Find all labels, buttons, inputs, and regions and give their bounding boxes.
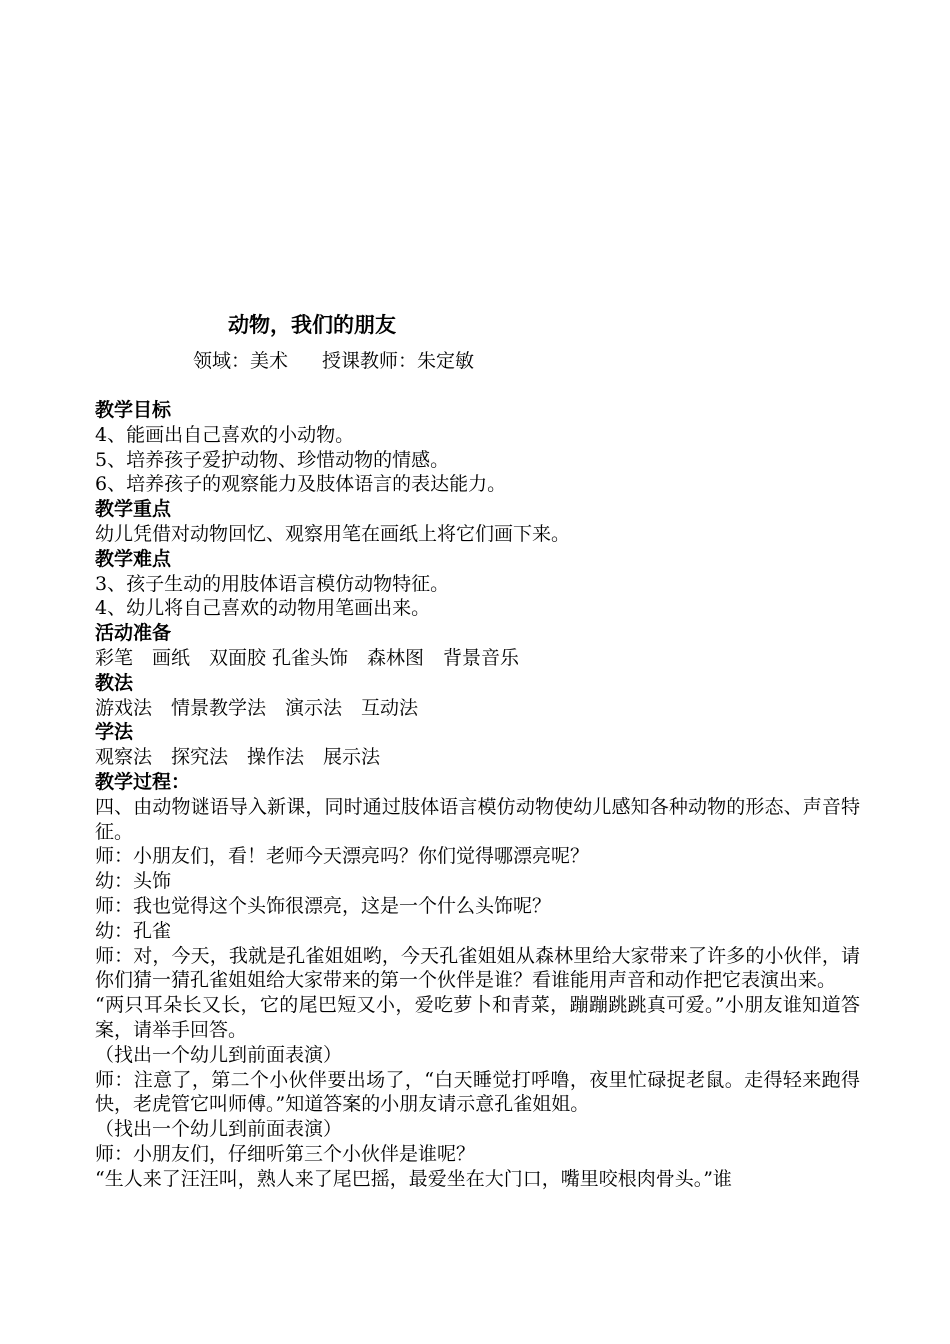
section-heading-process: 教学过程： bbox=[95, 770, 191, 793]
process-paragraph: 幼：头饰 bbox=[95, 870, 172, 893]
learning-methods-text: 观察法 探究法 操作法 展示法 bbox=[95, 746, 381, 769]
process-paragraph: 幼：孔雀 bbox=[95, 919, 172, 942]
process-paragraph: （找出一个幼儿到前面表演） bbox=[95, 1043, 343, 1066]
process-paragraph: 四、由动物谜语导入新课，同时通过肢体语言模仿动物使幼儿感知各种动物的形态、声音特征。 bbox=[95, 795, 860, 843]
process-paragraph: “生人来了汪汪叫，熟人来了尾巴摇，最爱坐在大门口，嘴里咬根肉骨头。”谁 bbox=[95, 1167, 732, 1190]
document-subtitle bbox=[193, 347, 474, 375]
section-heading-preparation: 活动准备 bbox=[95, 622, 172, 645]
teaching-methods-text: 游戏法 情景教学法 演示法 互动法 bbox=[95, 696, 419, 719]
difficulty-item: 3、孩子生动的用肢体语言模仿动物特征。 bbox=[95, 572, 450, 595]
process-paragraph: 师：注意了，第二个小伙伴要出场了，“白天睡觉打呼噜，夜里忙碌捉老鼠。走得轻来跑得快，老虎管它叫师傅。”知道答案的小朋友请示意孔雀姐姐。 bbox=[95, 1068, 860, 1116]
key-points-text: 幼儿凭借对动物回忆、观察用笔在画纸上将它们画下来。 bbox=[95, 522, 571, 545]
preparation-text: 彩笔 画纸 双面胶 孔雀头饰 森林图 背景音乐 bbox=[95, 646, 520, 669]
section-heading-teaching-methods: 教法 bbox=[95, 671, 134, 694]
process-paragraph: 师：我也觉得这个头饰很漂亮，这是一个什么头饰呢？ bbox=[95, 894, 552, 917]
section-heading-learning-methods: 学法 bbox=[95, 721, 134, 744]
section-heading-difficulties: 教学难点 bbox=[95, 547, 172, 570]
teacher-label: 授课教师：朱定敏 bbox=[322, 350, 475, 372]
process-paragraph: （找出一个幼儿到前面表演） bbox=[95, 1118, 343, 1141]
process-paragraph: 师：小朋友们，仔细听第三个小伙伴是谁呢？ bbox=[95, 1142, 476, 1165]
process-paragraph: “两只耳朵长又长，它的尾巴短又小，爱吃萝卜和青菜，蹦蹦跳跳真可爱。”小朋友谁知道答案，请举手回答。 bbox=[95, 994, 860, 1041]
difficulty-item: 4、幼儿将自己喜欢的动物用笔画出来。 bbox=[95, 597, 431, 620]
document-title: 动物，我们的朋友 bbox=[228, 313, 396, 337]
domain-label: 领域：美术 bbox=[193, 350, 289, 372]
section-heading-objectives: 教学目标 bbox=[95, 399, 172, 421]
section-heading-key-points: 教学重点 bbox=[95, 498, 172, 521]
document-body bbox=[95, 398, 860, 1192]
objective-item: 6、培养孩子的观察能力及肢体语言的表达能力。 bbox=[95, 473, 507, 496]
process-paragraph: 师：对，今天，我就是孔雀姐姐哟，今天孔雀姐姐从森林里给大家带来了许多的小伙伴，请你们猜一猜孔雀姐姐给大家带来的第一个伙伴是谁？看谁能用声音和动作把它表演出来。 bbox=[95, 944, 860, 992]
objective-item: 5、培养孩子爱护动物、珍惜动物的情感。 bbox=[95, 448, 450, 471]
objective-item: 4、能画出自己喜欢的小动物。 bbox=[95, 423, 355, 446]
process-paragraph: 师：小朋友们，看！老师今天漂亮吗？你们觉得哪漂亮呢？ bbox=[95, 845, 590, 868]
